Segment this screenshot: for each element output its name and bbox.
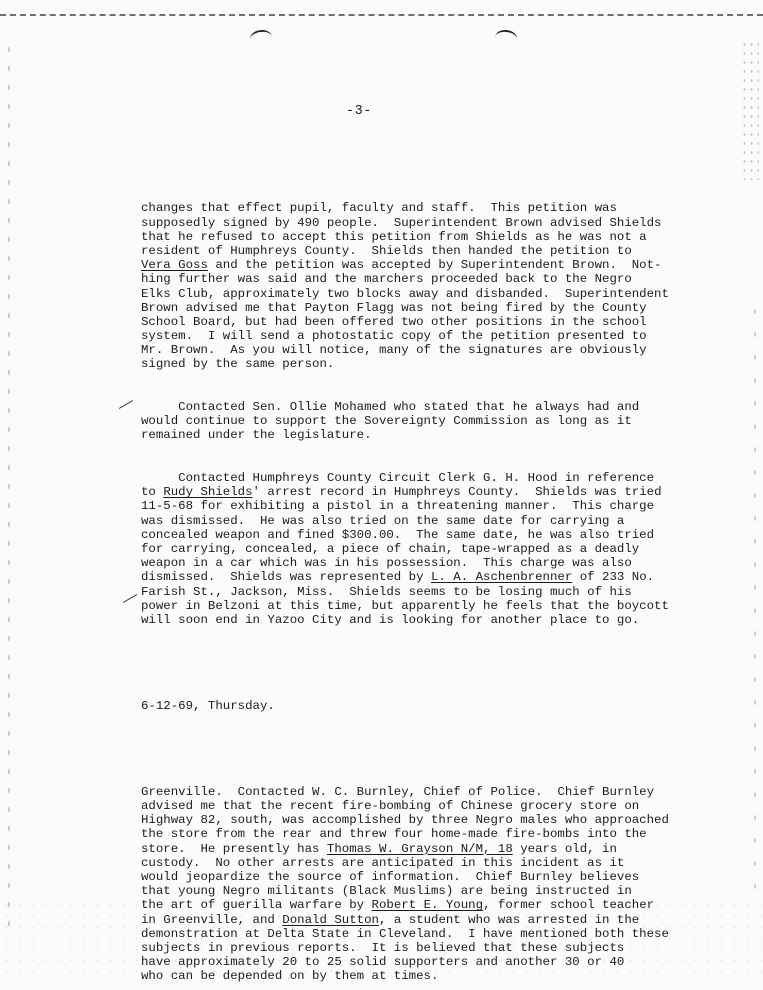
text-segment: Farish St., Jackson, Miss. Shields seems to be losing much of his: [141, 584, 632, 599]
text-segment: Contacted Sen. Ollie Mohamed who stated that he always had and: [141, 400, 640, 415]
text-segment: and the petition was accepted by Superintendent Brown. Not-: [207, 258, 662, 273]
text-segment: Brown advised me that Payton Flagg was not being fired by the County: [141, 300, 647, 315]
text-segment: , a student who was arrested in the: [378, 912, 640, 927]
paragraph-gap: [141, 742, 671, 757]
report-body: [141, 173, 671, 990]
left-binding-mark: [249, 29, 273, 48]
text-segment: weapon in a car which was in his possession. This charge was also: [141, 556, 632, 571]
text-segment: Greenville. Contacted W. C. Burnley, Chief of Police. Chief Burnley: [141, 784, 655, 799]
text-segment: was dismissed. He was also tried on the same date for carrying a: [141, 513, 625, 528]
page-number: -3-: [346, 104, 372, 119]
text-line: [141, 272, 671, 286]
text-segment: dismissed. Shields was represented by: [141, 570, 431, 585]
text-segment: the art of guerilla warfare by: [141, 898, 372, 913]
text-segment: who can be depended on by them at times.: [141, 969, 439, 984]
text-segment: the store from the rear and threw four home-made fire-bombs into the: [141, 827, 647, 842]
text-segment: that he refused to accept this petition from Shields as he was not a: [141, 229, 647, 244]
text-segment: power in Belzoni at this time, but apparently he feels that the boycott: [141, 598, 669, 613]
text-line: [141, 201, 671, 215]
text-segment: store. He presently has: [141, 841, 327, 856]
left-margin-speckle: [6, 40, 12, 940]
text-line: [141, 528, 671, 542]
text-line: [141, 585, 671, 599]
text-line: [141, 471, 671, 485]
text-line: [141, 813, 671, 827]
margin-check-mark: [119, 400, 133, 409]
text-line: [141, 343, 671, 357]
paragraph-greenville: [141, 785, 671, 984]
text-line: [141, 827, 671, 841]
text-segment: have approximately 20 to 25 solid supporters and another 30 or 40: [141, 955, 625, 970]
text-segment: changes that effect pupil, faculty and staff. This petition was: [141, 201, 617, 216]
text-line: [141, 414, 671, 428]
text-line: [141, 542, 671, 556]
text-segment: Elks Club, approximately two blocks away and disbanded. Superintendent: [141, 286, 669, 301]
text-segment: advised me that the recent fire-bombing of Chinese grocery store on: [141, 799, 640, 814]
underlined-name: Rudy Shields: [163, 485, 253, 500]
text-segment: of 233 No.: [572, 570, 655, 585]
text-segment: would continue to support the Sovereignty Commission as long as it: [141, 414, 632, 429]
text-line: [141, 315, 671, 329]
underlined-name: L. A. Aschenbrenner: [431, 570, 573, 585]
text-line: [141, 244, 671, 258]
text-segment: resident of Humphreys County. Shields then handed the petition to: [141, 243, 632, 258]
text-segment: that young Negro militants (Black Muslims) are being instructed in: [141, 884, 632, 899]
paragraph-gap: [141, 656, 671, 671]
underlined-name: Robert E. Young: [371, 898, 484, 913]
text-segment: years old, in: [512, 841, 617, 856]
right-margin-speckle: [741, 40, 759, 180]
text-segment: Highway 82, south, was accomplished by three Negro males who approached: [141, 813, 669, 828]
text-line: [141, 799, 671, 813]
paragraph-hood: [141, 471, 671, 627]
text-segment: subjects in previous reports. It is believed that these subjects: [141, 940, 625, 955]
text-line: [141, 400, 671, 414]
text-segment: would jeopardize the source of information. Chief Burnley believes: [141, 870, 640, 885]
text-line: [141, 955, 671, 969]
text-segment: Contacted Humphreys County Circuit Clerk G. H. Hood in reference: [141, 471, 655, 486]
text-line: [141, 898, 671, 912]
underlined-name: Donald Sutton: [282, 912, 379, 927]
text-line: [141, 785, 671, 799]
text-line: [141, 428, 671, 442]
text-segment: custody. No other arrests are anticipated in this incident as it: [141, 855, 625, 870]
text-segment: signed by the same person.: [141, 357, 335, 372]
underlined-name: Thomas W. Grayson N/M, 18: [326, 841, 513, 856]
text-line: [141, 329, 671, 343]
right-binding-mark: [494, 29, 518, 47]
text-line: [141, 230, 671, 244]
date-heading: 6-12-69, Thursday.: [141, 698, 275, 713]
text-line: [141, 556, 671, 570]
right-margin-speckle-lower: [751, 300, 759, 900]
text-line: [141, 884, 671, 898]
text-segment: in Greenville, and: [141, 912, 283, 927]
text-line: [141, 599, 671, 613]
text-line: [141, 941, 671, 955]
text-line: [141, 301, 671, 315]
text-line: [141, 870, 671, 884]
underlined-name: Vera Goss: [141, 258, 208, 273]
paragraph-petition: [141, 201, 671, 371]
text-line: [141, 842, 671, 856]
text-segment: concealed weapon and fined $300.00. The same date, he was also tried: [141, 527, 655, 542]
text-segment: to: [141, 485, 164, 500]
text-segment: for carrying, concealed, a piece of chain, tape-wrapped as a deadly: [141, 541, 640, 556]
text-segment: hing further was said and the marchers proceeded back to the Negro: [141, 272, 632, 287]
text-line: [141, 357, 671, 371]
text-segment: demonstration at Delta State in Cleveland. I have mentioned both these: [141, 926, 669, 941]
text-line: [141, 485, 671, 499]
text-segment: Mr. Brown. As you will notice, many of the signatures are obviously: [141, 343, 647, 358]
text-line: [141, 613, 671, 627]
text-segment: 11-5-68 for exhibiting a pistol in a threatening manner. This charge: [141, 499, 655, 514]
text-line: [141, 287, 671, 301]
text-line: [141, 856, 671, 870]
text-line: [141, 927, 671, 941]
text-line: [141, 499, 671, 513]
text-line: [141, 216, 671, 230]
text-segment: supposedly signed by 490 people. Superintendent Brown advised Shields: [141, 215, 662, 230]
paragraph-mohamed: [141, 400, 671, 443]
torn-top-edge: [0, 0, 763, 16]
text-segment: School Board, but had been offered two other positions in the school: [141, 314, 647, 329]
text-line: [141, 913, 671, 927]
text-line: [141, 969, 671, 983]
text-line: [141, 570, 671, 584]
text-line: [141, 258, 671, 272]
text-segment: will soon end in Yazoo City and is looking for another place to go.: [141, 612, 640, 627]
text-segment: , former school teacher: [483, 898, 655, 913]
text-segment: remained under the legislature.: [141, 428, 372, 443]
text-segment: ' arrest record in Humphreys County. Shields was tried: [252, 485, 662, 500]
margin-check-mark: [123, 594, 137, 603]
text-line: [141, 514, 671, 528]
text-segment: system. I will send a photostatic copy of the petition presented to: [141, 329, 647, 344]
